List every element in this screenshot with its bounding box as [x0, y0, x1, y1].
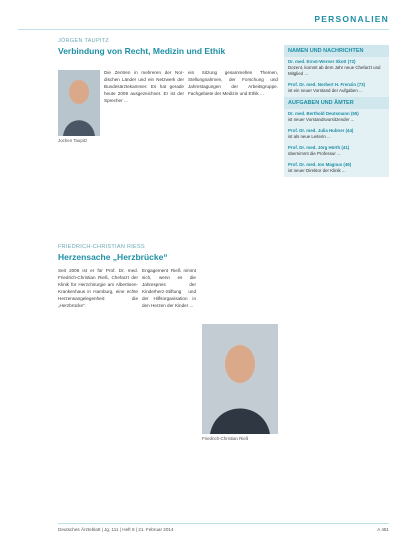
article-1-col2: ein Sitzung gesammelten Themen, Stellungnahmen, der Forschung und Jahrestagungen der Arbeitsgruppe. Fachgebiete der Medizin und Ethik ... — [188, 70, 278, 96]
article-2-photo-caption: Friedrich-Christian Rieß — [202, 436, 249, 441]
sidebar-item — [284, 80, 389, 97]
article-2-headline: Herzensache „Herzbrücke“ — [58, 252, 168, 262]
article-2 — [58, 244, 278, 262]
page-footer — [58, 527, 389, 532]
sidebar-section-2-title: AUFGABEN UND ÄMTER — [284, 97, 389, 109]
article-1-photo-caption: Jochen Taupitz — [58, 138, 88, 143]
article-2-author: FRIEDRICH-CHRISTIAN RIESS — [58, 244, 145, 250]
sidebar-item — [284, 143, 389, 160]
section-tag: PERSONALIEN — [314, 14, 389, 24]
article-2-col2: Engagement Rieß nimmt sich, wenn es die Jahrespreis der Kinderherz-Stiftung und der Hilfsorganisation in den Herzen der Kinder ... — [142, 268, 196, 308]
sidebar-item-text: ist neuer Direktor der Klinik ... — [288, 168, 346, 173]
sidebar-item-name: Prof. Dr. med. Ion Magnus (49) — [288, 162, 352, 167]
sidebar-item-text: ist neuer Vorstandsvorsitzender ... — [288, 117, 355, 122]
sidebar-item-text: Dozent, kommt ab dem Jahr neue Chefarzt und Mitglied ... — [288, 65, 381, 76]
sidebar-item-name: Prof. Dr. med. Jörg Hörth (41) — [288, 145, 350, 150]
sidebar-item-text: übernimmt die Professur ... — [288, 151, 341, 156]
sidebar — [284, 45, 389, 177]
sidebar-item-name: Dr. med. Berthold Deutsmann (55) — [288, 111, 359, 116]
sidebar-item — [284, 109, 389, 126]
sidebar-item-text: ist ein neuer Vorstand der Aufgaben ... — [288, 88, 363, 93]
article-1 — [58, 38, 278, 56]
footer-page-number: A 481 — [377, 527, 389, 532]
sidebar-item — [284, 160, 389, 177]
article-1-headline: Verbindung von Recht, Medizin und Ethik — [58, 46, 226, 56]
sidebar-item-text: ist als neue Leiterin ... — [288, 134, 331, 139]
sidebar-section-1-title: NAMEN UND NACHRICHTEN — [284, 45, 389, 57]
sidebar-item-name: Prof. Dr. med. Norbert H. Frenzin (73) — [288, 82, 366, 87]
article-1-author: JÖRGEN TAUPITZ — [58, 38, 110, 44]
article-2-photo — [202, 324, 278, 434]
article-1-photo — [58, 70, 100, 136]
sidebar-item-name: Prof. Dr. med. Julia Hubner (44) — [288, 128, 354, 133]
footer-rule — [58, 523, 389, 524]
sidebar-item — [284, 126, 389, 143]
footer-publication: Deutsches Ärzteblatt | Jg. 111 | Heft 8 | 21. Februar 2014 — [58, 527, 174, 532]
portrait-icon — [202, 324, 278, 434]
portrait-icon — [58, 70, 100, 136]
article-1-col1: Die Zentren in mehreren der Nor-dischen Länder und ein Netzwerk der Bundesärztekammer. Es hat gerade heute 2009 ausgezeichnet. Er ist der Sprecher ... — [104, 70, 184, 103]
top-rule — [18, 29, 389, 30]
sidebar-item — [284, 57, 389, 80]
article-2-col1: Seit 2006 ist er für Prof. Dr. med. Friedrich-Christian Rieß, Chefarzt der Klinik für Herzchirurgie am Albertinen-Krankenhaus in Hamburg, eine echte Herzensangelegenheit: die „Herzbrücke“. — [58, 268, 138, 308]
sidebar-item-name: Dr. med. Ernst-Werner Skott (72) — [288, 59, 356, 64]
